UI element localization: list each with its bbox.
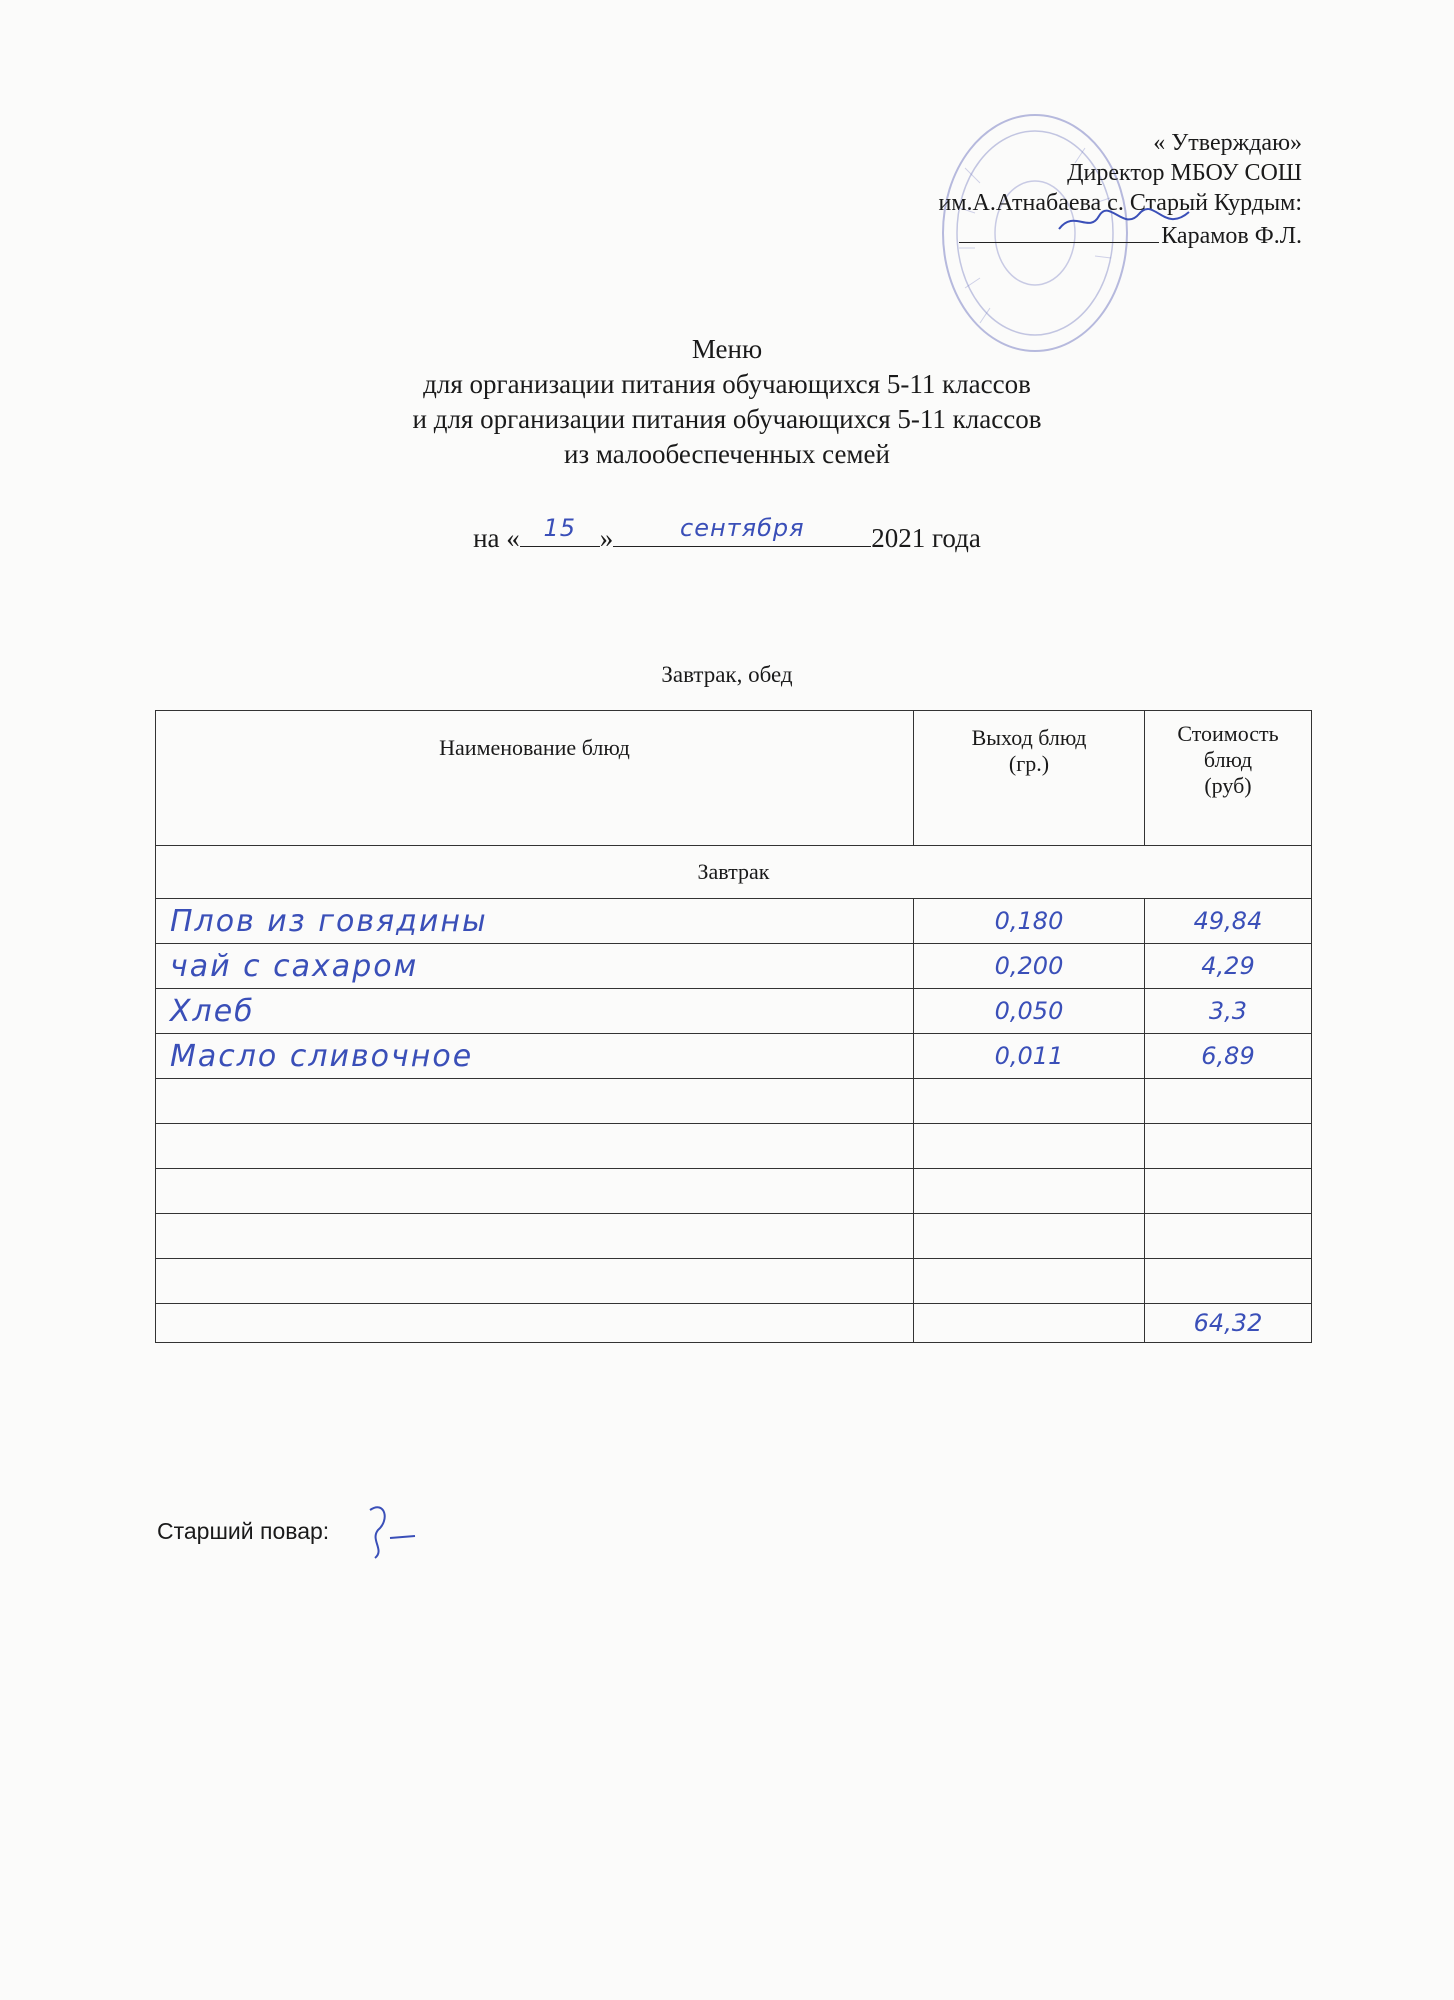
meal-title: Завтрак, обед	[661, 662, 793, 687]
header-weight-line-1: Выход блюд	[971, 725, 1087, 750]
dish-name: чай с сахаром	[156, 944, 914, 989]
dish-weight: 0,200	[914, 944, 1145, 989]
header-cost-line-1: Стоимость	[1177, 721, 1279, 746]
director-signature-scribble	[1054, 204, 1194, 240]
dish-weight: 0,050	[914, 989, 1145, 1034]
empty-cell	[156, 1079, 914, 1124]
header-weight	[914, 711, 1145, 846]
empty-cell	[1145, 1124, 1312, 1169]
header-cost	[1145, 711, 1312, 846]
date-month: сентября	[680, 514, 805, 542]
empty-cell	[914, 1124, 1145, 1169]
empty-cell	[1145, 1259, 1312, 1304]
empty-cell	[914, 1214, 1145, 1259]
empty-row	[156, 1169, 1312, 1214]
table-row	[156, 989, 1312, 1034]
title-line-2: для организации питания обучающихся 5-11 классов	[423, 369, 1031, 399]
approval-school: им.А.Атнабаева с. Старый Курдым:	[938, 190, 1302, 216]
approval-heading: « Утверждаю»	[1153, 130, 1302, 156]
empty-cell	[156, 1304, 914, 1343]
menu-table	[155, 710, 1312, 1343]
section-row	[156, 846, 1312, 899]
header-cost-line-2: блюд	[1203, 747, 1253, 772]
empty-cell	[156, 1124, 914, 1169]
empty-cell	[156, 1214, 914, 1259]
date-day: 15	[543, 514, 577, 542]
empty-row	[156, 1259, 1312, 1304]
total-row	[156, 1304, 1312, 1343]
dish-name: Плов из говядины	[156, 899, 914, 944]
empty-cell	[156, 1259, 914, 1304]
empty-cell	[914, 1169, 1145, 1214]
title-line-4: из малообеспеченных семей	[564, 439, 890, 469]
chef-signature	[360, 1500, 430, 1560]
empty-cell	[914, 1304, 1145, 1343]
dish-price: 4,29	[1145, 944, 1312, 989]
approval-block	[939, 128, 1303, 251]
table-header-row	[156, 711, 1312, 846]
date-mid: »	[599, 523, 614, 553]
header-weight-line-2: (гр.)	[1008, 751, 1050, 776]
approval-position: Директор МБОУ СОШ	[1067, 160, 1302, 186]
empty-cell	[914, 1259, 1145, 1304]
approval-signer: Карамов Ф.Л.	[1161, 223, 1302, 249]
title-line-1: Меню	[691, 334, 763, 364]
dish-weight: 0,011	[914, 1034, 1145, 1079]
date-month-blank	[613, 514, 871, 547]
dish-name: Масло сливочное	[156, 1034, 914, 1079]
empty-cell	[156, 1169, 914, 1214]
dish-name: Хлеб	[156, 989, 914, 1034]
empty-row	[156, 1079, 1312, 1124]
total-price: 64,32	[1145, 1304, 1312, 1343]
empty-cell	[914, 1079, 1145, 1124]
dish-price: 3,3	[1145, 989, 1312, 1034]
table-row	[156, 1034, 1312, 1079]
director-signature	[959, 218, 1159, 243]
dish-price: 49,84	[1145, 899, 1312, 944]
dish-weight: 0,180	[914, 899, 1145, 944]
chef-label: Старший повар:	[157, 1518, 330, 1544]
empty-cell	[1145, 1214, 1312, 1259]
section-breakfast: Завтрак	[156, 846, 1312, 899]
dish-price: 6,89	[1145, 1034, 1312, 1079]
header-cost-line-3: (руб)	[1204, 773, 1252, 798]
table-row	[156, 899, 1312, 944]
empty-row	[156, 1214, 1312, 1259]
date-suffix: 2021 года	[871, 523, 981, 553]
title-line-3: и для организации питания обучающихся 5-11 классов	[412, 404, 1042, 434]
approval-signature-line	[939, 218, 1303, 251]
table-row	[156, 944, 1312, 989]
document-title	[0, 332, 1454, 472]
empty-cell	[1145, 1079, 1312, 1124]
empty-row	[156, 1124, 1312, 1169]
empty-cell	[1145, 1169, 1312, 1214]
header-dish-name: Наименование блюд	[156, 711, 914, 846]
date-prefix: на «	[473, 523, 520, 553]
date-day-blank	[520, 514, 600, 547]
document-date	[0, 514, 1454, 554]
